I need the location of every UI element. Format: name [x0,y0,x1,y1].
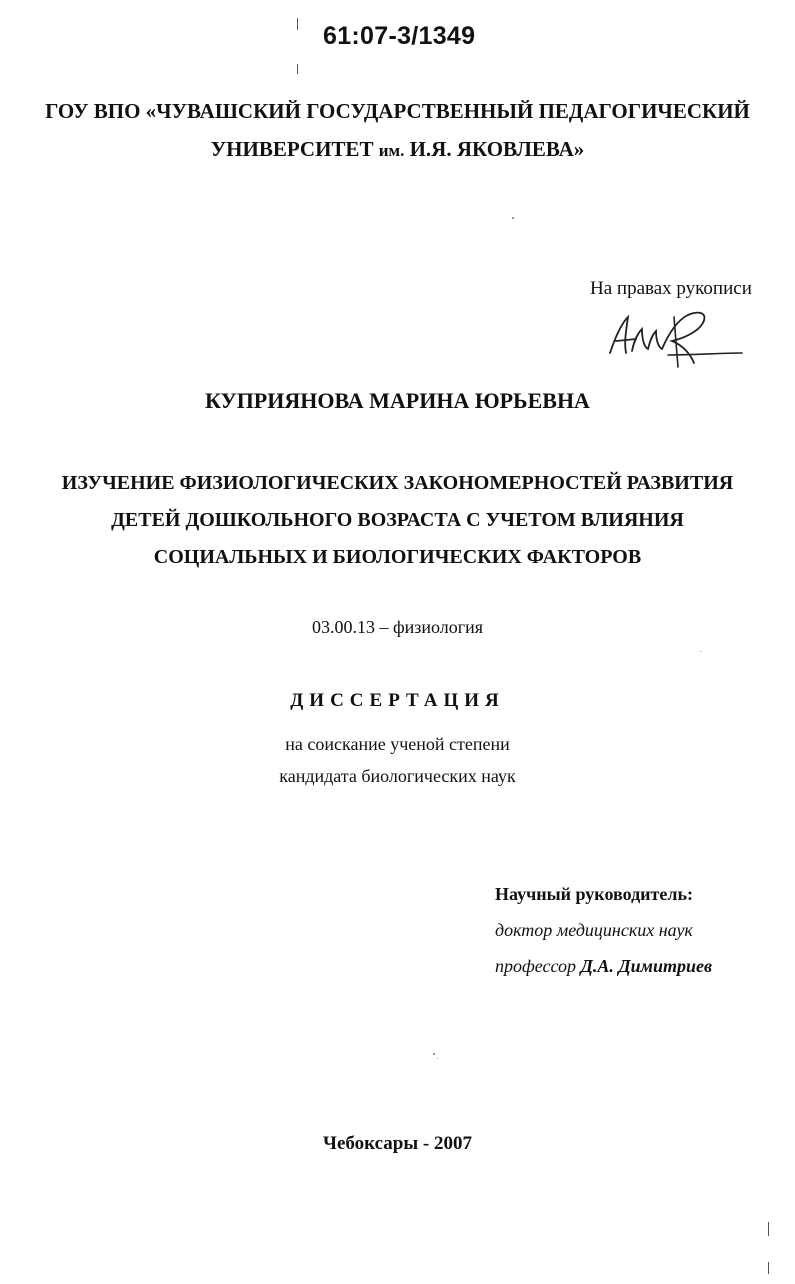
supervisor-title: профессор [495,956,577,976]
degree-line-1: на соискание ученой степени [285,734,510,754]
edge-mark [768,1262,769,1274]
scan-speck [437,1058,438,1059]
degree-line-2: кандидата биологических наук [279,766,516,786]
title-line-1: ИЗУЧЕНИЕ ФИЗИОЛОГИЧЕСКИХ ЗАКОНОМЕРНОСТЕЙ РАЗВИТИЯ [61,472,734,494]
scientific-supervisor [495,876,712,984]
edge-mark [768,1222,769,1236]
supervisor-heading: Научный руководитель: [495,884,693,904]
title-line-3: СОЦИАЛЬНЫХ И БИОЛОГИЧЕСКИХ ФАКТОРОВ [153,546,642,568]
institution-line-1: ГОУ ВПО «ЧУВАШСКИЙ ГОСУДАРСТВЕННЫЙ ПЕДАГОГИЧЕСКИЙ [45,99,750,123]
supervisor-name: Д.А. Димитриев [580,956,713,976]
document-type: ДИССЕРТАЦИЯ [290,690,505,711]
degree-sought [0,728,795,792]
author-name: КУПРИЯНОВА МАРИНА ЮРЬЕВНА [205,388,590,413]
city-year: Чебоксары - 2007 [323,1133,472,1154]
title-line-2: ДЕТЕЙ ДОШКОЛЬНОГО ВОЗРАСТА С УЧЕТОМ ВЛИЯНИЯ [111,509,684,531]
supervisor-title-line [495,948,712,984]
scan-speck [433,1053,435,1055]
institution-name [0,92,795,170]
institution-line-2: УНИВЕРСИТЕТ им. И.Я. ЯКОВЛЕВА» [210,137,585,161]
manuscript-rights: На правах рукописи [590,278,752,299]
scan-speck [700,651,701,652]
specialty-code: 03.00.13 – физиология [311,617,484,637]
archive-stamp: 61:07-3/1349 [323,22,476,50]
supervisor-degree: доктор медицинских наук [495,920,693,940]
margin-mark-1 [297,18,298,30]
dissertation-title [0,465,795,576]
scan-speck [512,217,514,219]
margin-mark-2 [297,64,298,74]
author-signature [602,305,752,375]
